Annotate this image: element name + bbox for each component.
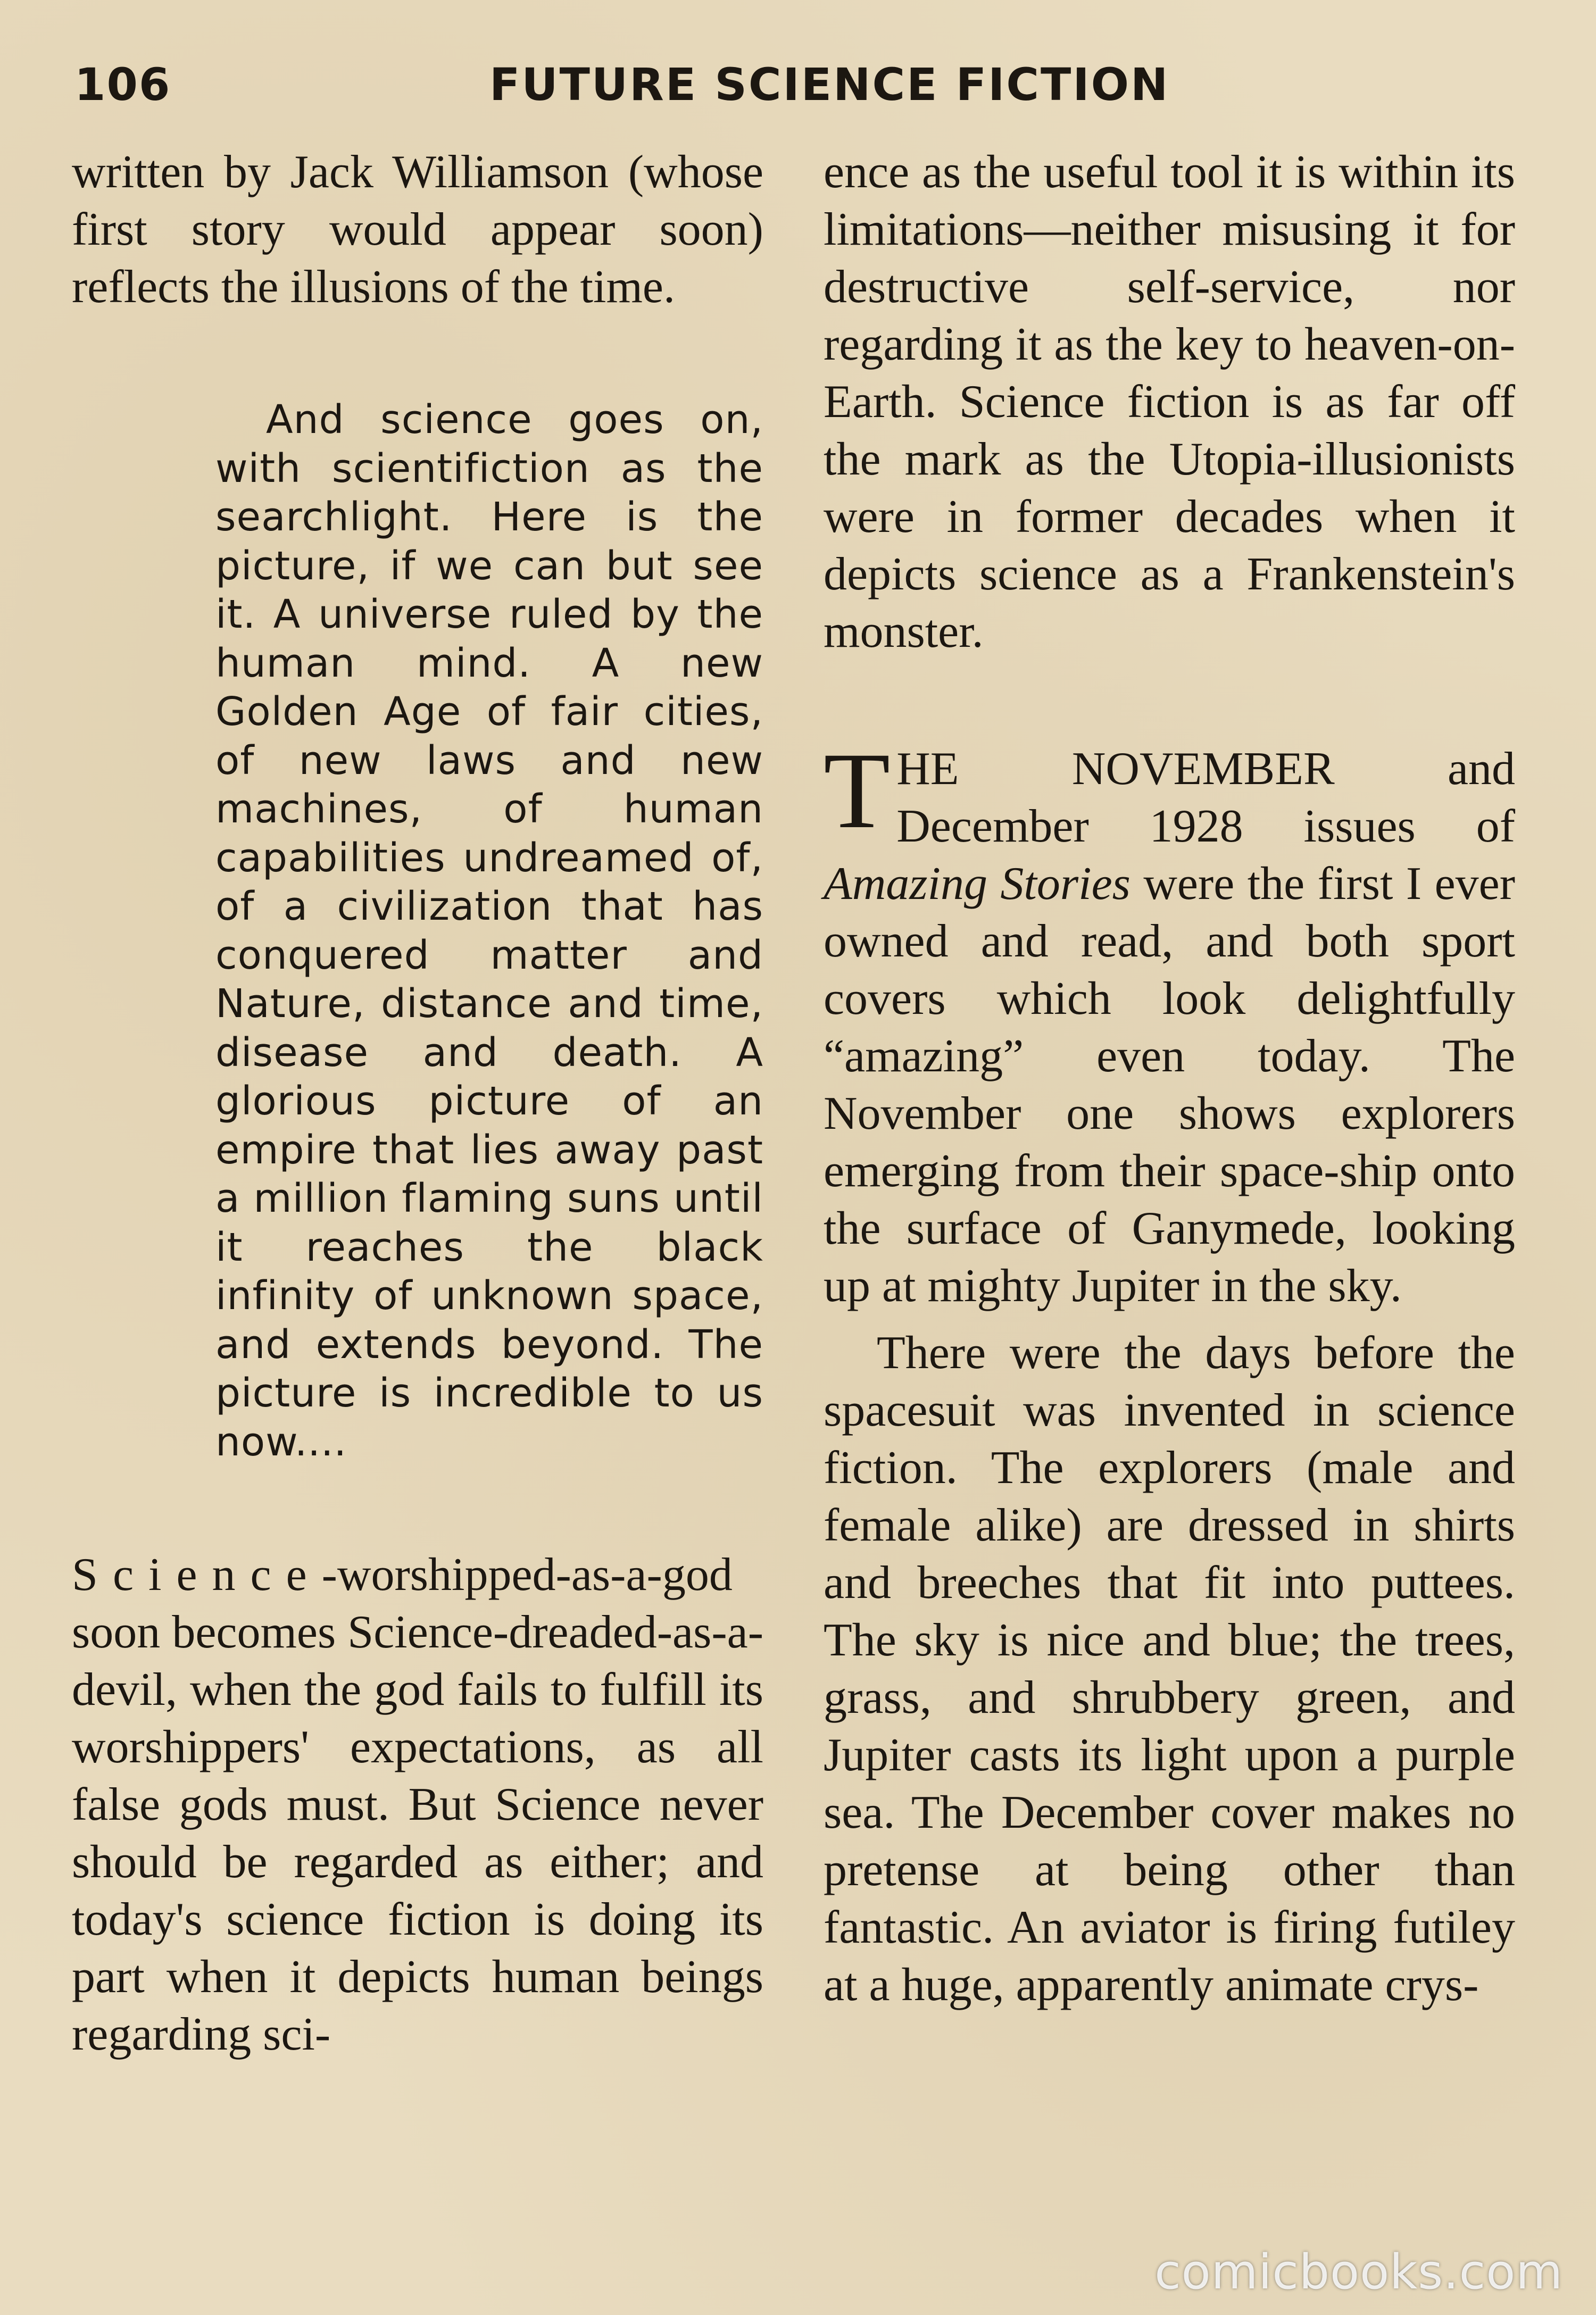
closing-paragraph-text: -worshipped-as-a-god soon becomes Science-dreaded-as-a-devil, when the god fails to fulfill its worshippers' expectations, as all false gods must. But Science never should be regarded as either; and today's science fiction is doing its part when it depicts human beings regarding sci- (72, 1549, 763, 2060)
closing-paragraph (72, 1546, 763, 2063)
running-head (74, 59, 1170, 117)
continued-paragraph: ence as the useful tool it is within its limitations—neither misusing it for destructive self-service, nor regarding it as the key to heaven-on-Earth. Science fiction is as far off the mark as the Utopia-illusionists were in former decades when it depicts science as a Frankenstein's monster. (824, 146, 1515, 657)
intro-paragraph: written by Jack Williamson (whose first story would appear soon) reflects the illusions of the time. (72, 146, 763, 313)
section-lead: HE NOVEMBER (896, 743, 1335, 795)
magazine-name: Amazing Stories (824, 858, 1130, 910)
page-number: 106 (74, 59, 171, 111)
watermark: comicbooks.com (1154, 2244, 1563, 2300)
right-column (824, 144, 1515, 2014)
left-column (72, 144, 763, 2063)
section-text-2: were the first I ever owned and read, and both sport covers which look delightfully “amazing” even today. The November one shows explorers emerging from their space-ship onto the surface of Ganymede, looking up at mighty Jupiter in the sky. (824, 858, 1515, 1312)
quotation-text: And science goes on, with scientifiction as the searchlight. Here is the picture, if we can but see it. A universe ruled by the human mind. A new Golden Age of fair cities, of new laws and new machines, of human capabilities undreamed of, of a civilization that has conquered matter and Nature, distance and time, disease and death. A glorious picture of an empire that lies away past a million flaming suns until it reaches the black infinity of unknown space, and extends beyond. The picture is incredible to us now.... (215, 397, 763, 1465)
magazine-title: FUTURE SCIENCE FICTION (489, 59, 1170, 111)
closing-paragraph-lead: Science (72, 1549, 322, 1601)
final-paragraph: There were the days before the spacesuit was invented in science fiction. The explorers (male and female alike) are dressed in shirts and breeches that fit into puttees. The sky is nice and blue; the trees, grass, and shrubbery green, and Jupiter casts its light upon a purple sea. The December cover makes no pretense at being other than fantastic. An aviator is firing futiley at a huge, apparently animate crys- (824, 1327, 1515, 2011)
block-quotation (215, 396, 763, 1467)
section-text-1: and December 1928 issues of (896, 743, 1515, 852)
section-paragraph (824, 730, 1515, 1315)
drop-cap: T (824, 730, 891, 851)
